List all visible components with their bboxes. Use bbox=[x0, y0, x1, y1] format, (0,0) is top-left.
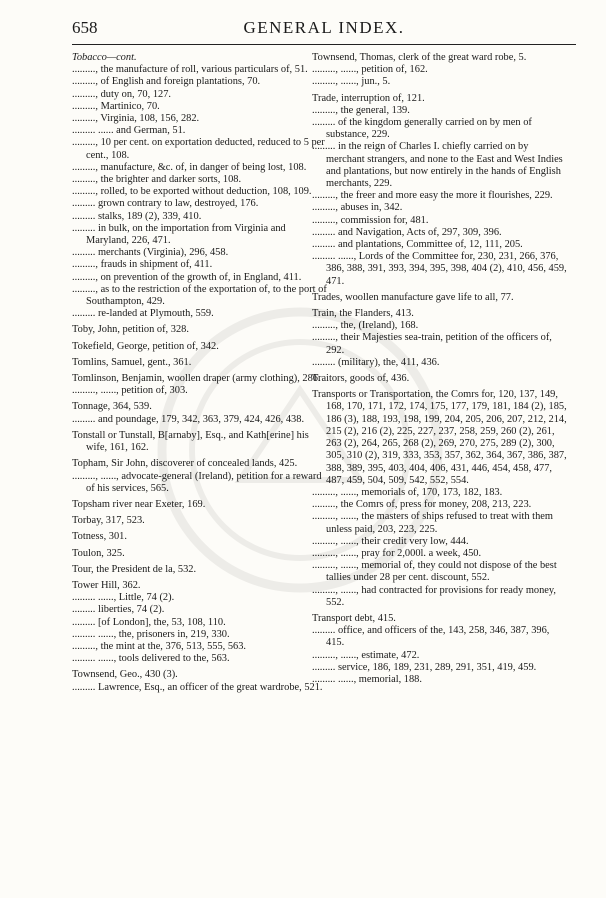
index-entry: Transports or Transportation, the Comrs for, 120, 137, 149, 168, 170, 171, 172, 174, 175, 177, 179, 181, 184 (2), 185, 186 (3), 188, 193, 198, 199, 204, 205, 206, 207, 212, 214, 215 (2), 216 (2), 225, 227, 237, 258, 259, 260 (2), 261, 263 (2), 264, 265, 268 (2), 269, 270, 275, 289 (2), 300, 305, 310 (2), 319, 333, 353, 357, 362, 364, 367, 386, 387, 388, 389, 395, 403, 404, 406, 431, 446, 454, 458, 477, 487, 459, 504, 509, 542, 552, 554. bbox=[312, 389, 567, 486]
index-entry: Townsend, Geo., 430 (3). bbox=[72, 669, 178, 681]
index-entry: ......... Lawrence, Esq., an officer of the great wardrobe, 521. bbox=[72, 681, 323, 693]
index-entry: ........., the, (Ireland), 168. bbox=[312, 320, 419, 332]
index-entry: Tonstall or Tunstall, B[arnaby], Esq., and Kath[erine] his wife, 161, 162. bbox=[72, 429, 309, 454]
index-entry: ........., of English and foreign plantations, 70. bbox=[72, 76, 261, 88]
index-entry: Totness, 301. bbox=[72, 531, 127, 543]
index-entry: Tokefield, George, petition of, 342. bbox=[72, 340, 219, 352]
index-entry: Toby, John, petition of, 328. bbox=[72, 324, 189, 336]
index-entry: ........., commission for, 481. bbox=[312, 214, 429, 226]
right-index-column bbox=[312, 52, 568, 686]
index-entry: Trade, interruption of, 121. bbox=[312, 92, 425, 104]
index-entry: Topham, Sir John, discoverer of concealed lands, 425. bbox=[72, 458, 298, 470]
index-entry: ........., manufacture, &c. of, in danger of being lost, 108. bbox=[72, 161, 307, 173]
index-entry: ......... liberties, 74 (2). bbox=[72, 604, 165, 616]
index-entry: Tonnage, 364, 539. bbox=[72, 401, 152, 413]
index-entry: ........., frauds in shipment of, 411. bbox=[72, 259, 213, 271]
index-entry: Tower Hill, 362. bbox=[72, 579, 141, 591]
index-entry: ......... office, and officers of the, 143, 258, 346, 387, 396, 415. bbox=[312, 625, 550, 649]
index-entry: ......... ......, memorial, 188. bbox=[312, 673, 422, 685]
index-entry: ........., ......, had contracted for provisions for ready money, 552. bbox=[312, 584, 557, 608]
header-rule bbox=[72, 44, 576, 45]
index-entry: ......... stalks, 189 (2), 339, 410. bbox=[72, 210, 202, 222]
index-entry: ......... grown contrary to law, destroyed, 176. bbox=[72, 198, 259, 210]
index-entry: Tomlins, Samuel, gent., 361. bbox=[72, 356, 192, 368]
page-number: 658 bbox=[72, 18, 98, 37]
index-entry: ........., duty on, 70, 127. bbox=[72, 88, 172, 100]
index-entry: ......... and poundage, 179, 342, 363, 379, 424, 426, 438. bbox=[72, 413, 305, 425]
index-entry: ........., on prevention of the growth of, in England, 411. bbox=[72, 271, 302, 283]
index-entry: ........., Martinico, 70. bbox=[72, 100, 160, 112]
index-entry: ........., the mint at the, 376, 513, 555, 563. bbox=[72, 640, 247, 652]
index-entry: ......... of the kingdom generally carried on by men of substance, 229. bbox=[312, 117, 532, 141]
index-entry: Townsend, Thomas, clerk of the great ward robe, 5. bbox=[312, 52, 527, 63]
index-entry: ........., ......, memorials of, 170, 173, 182, 183. bbox=[312, 486, 503, 498]
index-entry: ......... ......, tools delivered to the, 563. bbox=[72, 653, 230, 665]
index-entry: ........., ......, petition of, 162. bbox=[312, 64, 428, 76]
index-entry: ........., ......, pray for 2,000l. a week, 450. bbox=[312, 547, 482, 559]
page-header bbox=[72, 18, 576, 46]
index-entry: ......... re-landed at Plymouth, 559. bbox=[72, 308, 214, 320]
index-entry: Toulon, 325. bbox=[72, 547, 125, 559]
index-entry: ........., rolled, to be exported without deduction, 108, 109. bbox=[72, 186, 312, 198]
index-entry: Topsham river near Exeter, 169. bbox=[72, 498, 206, 510]
index-entry: ......... and Navigation, Acts of, 297, 309, 396. bbox=[312, 226, 502, 238]
index-entry: ........., ......, estimate, 472. bbox=[312, 649, 420, 661]
index-entry: ........., ......, the masters of ships refused to treat with them unless paid, 203, 223, 225. bbox=[312, 511, 553, 535]
running-title: GENERAL INDEX. bbox=[243, 18, 405, 37]
index-entry: ........., ......, their credit very low, 444. bbox=[312, 535, 469, 547]
index-entry: ........., their Majesties sea-train, petition of the officers of, 292. bbox=[312, 332, 552, 356]
index-entry: ......... (military), the, 411, 436. bbox=[312, 356, 440, 368]
index-entry: ........., the manufacture of roll, various particulars of, 51. bbox=[72, 64, 308, 76]
index-entry: ......... [of London], the, 53, 108, 110. bbox=[72, 616, 226, 628]
index-entry: ........., ......, jun., 5. bbox=[312, 76, 391, 88]
index-entry: ........., the brighter and darker sorts, 108. bbox=[72, 174, 242, 186]
index-entry: Transport debt, 415. bbox=[312, 612, 396, 624]
index-entry: ......... and plantations, Committee of, 12, 111, 205. bbox=[312, 239, 523, 251]
index-entry: ........., Virginia, 108, 156, 282. bbox=[72, 113, 200, 125]
index-entry: ........., the freer and more easy the more it flourishes, 229. bbox=[312, 190, 553, 202]
index-entry: ......... service, 186, 189, 231, 289, 291, 351, 419, 459. bbox=[312, 661, 537, 673]
index-entry: ......... ......, Little, 74 (2). bbox=[72, 592, 175, 604]
index-entry: ......... ......, the, prisoners in, 219, 330. bbox=[72, 628, 230, 640]
index-entry: ........., ......, memorial of, they could not dispose of the best tallies under 28 per cent. discount, 552. bbox=[312, 560, 557, 584]
index-entry: ........., as to the restriction of the exportation of, to the port of Southampton, 429. bbox=[72, 283, 327, 308]
index-entry: ......... ......, Lords of the Committee for, 230, 231, 266, 376, 386, 388, 391, 393, 394, 395, 398, 404 (2), 410, 456, 459, 471. bbox=[312, 251, 567, 287]
index-entry: ......... ...... and German, 51. bbox=[72, 125, 186, 137]
index-entry: ........., the Comrs of, press for money, 208, 213, 223. bbox=[312, 499, 532, 511]
index-entry: ........., the general, 139. bbox=[312, 104, 410, 116]
index-entry: ......... in bulk, on the importation from Virginia and Maryland, 226, 471. bbox=[72, 222, 286, 247]
left-index-column bbox=[72, 52, 328, 694]
index-entry: Traitors, goods of, 436. bbox=[312, 373, 410, 385]
index-entry: Tobacco—cont. bbox=[72, 52, 137, 63]
index-entry: ......... in the reign of Charles I. chiefly carried on by merchant strangers, and none to the East and West Indies and plantations, but now entirely in the hands of English merchants, 229. bbox=[312, 141, 563, 190]
index-entry: ........., abuses in, 342. bbox=[312, 202, 403, 214]
index-entry: ........., 10 per cent. on exportation deducted, reduced to 5 per cent., 108. bbox=[72, 137, 325, 161]
index-entry: ......... merchants (Virginia), 296, 458. bbox=[72, 247, 229, 259]
index-entry: Train, the Flanders, 413. bbox=[312, 308, 414, 320]
index-entry: Trades, woollen manufacture gave life to all, 77. bbox=[312, 291, 514, 303]
index-entry: ........., ......, advocate-general (Ireland), petition for a reward of his services, 565. bbox=[72, 470, 322, 494]
index-entry: Torbay, 317, 523. bbox=[72, 515, 145, 527]
index-entry: Tour, the President de la, 532. bbox=[72, 563, 197, 575]
index-entry: ........., ......, petition of, 303. bbox=[72, 385, 188, 397]
index-entry: Tomlinson, Benjamin, woollen draper (army clothing), 286. bbox=[72, 373, 321, 385]
